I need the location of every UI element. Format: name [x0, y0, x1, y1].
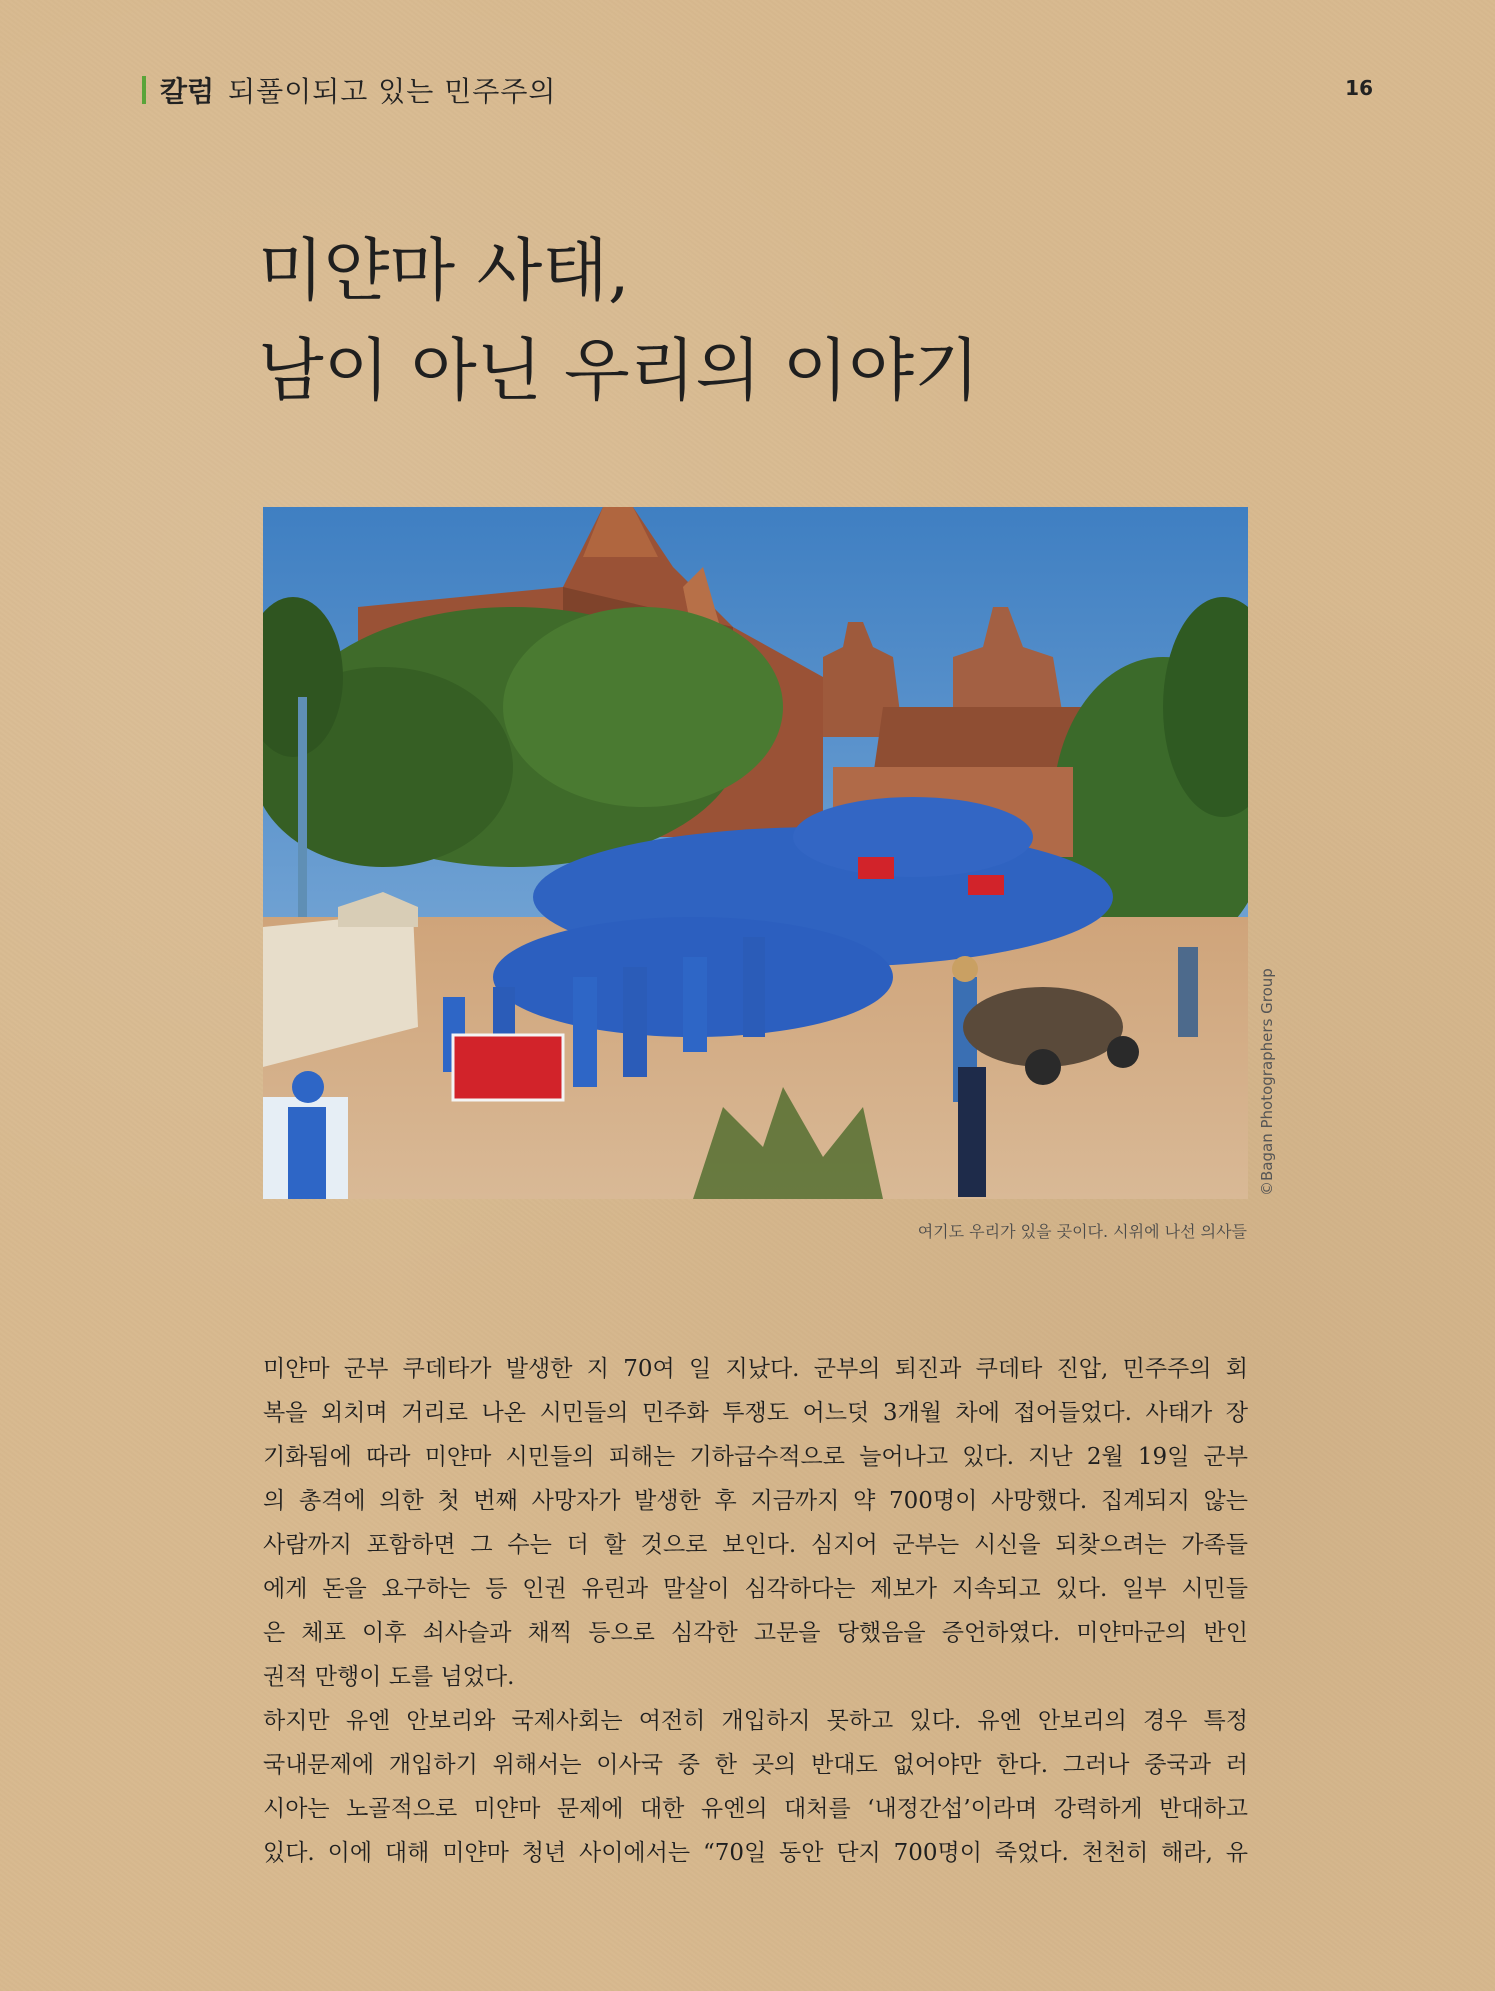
body-line: 기화됨에 따라 미얀마 시민들의 피해는 기하급수적으로 늘어나고 있다. 지난 2월 19일 군부 — [263, 1444, 1248, 1470]
body-line: 복을 외치며 거리로 나온 시민들의 민주화 투쟁도 어느덧 3개월 차에 접어들었다. 사태가 장 — [263, 1400, 1248, 1426]
body-line: 미얀마 군부 쿠데타가 발생한 지 70여 일 지났다. 군부의 퇴진과 쿠데타 진압, 민주주의 회 — [263, 1356, 1248, 1382]
header-accent-bar — [142, 76, 146, 104]
photo-caption: 여기도 우리가 있을 곳이다. 시위에 나선 의사들 — [917, 1222, 1247, 1241]
body-paragraph-2 — [263, 1699, 1248, 1875]
body-line: 있다. 이에 대해 미얀마 청년 사이에서는 “70일 동안 단지 700명이 죽었다. 천천히 해라, 유 — [263, 1840, 1248, 1866]
body-line: 하지만 유엔 안보리와 국제사회는 여전히 개입하지 못하고 있다. 유엔 안보리의 경우 특정 — [263, 1708, 1248, 1734]
body-line: 국내문제에 개입하기 위해서는 이사국 중 한 곳의 반대도 없어야만 한다. 그러나 중국과 러 — [263, 1752, 1248, 1778]
body-line: 시아는 노골적으로 미얀마 문제에 대한 유엔의 대처를 ‘내정간섭’이라며 강력하게 반대하고 — [263, 1796, 1248, 1822]
body-paragraph-1 — [263, 1347, 1248, 1699]
body-line: 에게 돈을 요구하는 등 인권 유린과 말살이 심각하다는 제보가 지속되고 있다. 일부 시민들 — [263, 1576, 1248, 1602]
article-body — [263, 1347, 1248, 1875]
body-line: 은 체포 이후 쇠사슬과 채찍 등으로 심각한 고문을 당했음을 증언하였다. 미얀마군의 반인 — [263, 1620, 1248, 1646]
body-line: 권적 만행이 도를 넘었다. — [263, 1664, 515, 1690]
title-line-1: 미얀마 사태, — [258, 232, 630, 311]
protest-photo-illustration — [263, 507, 1248, 1199]
title-line-2: 남이 아닌 우리의 이야기 — [258, 332, 980, 411]
protest-photo — [263, 507, 1248, 1199]
header-category: 칼럼 — [160, 75, 215, 108]
photo-credit: ©Bagan Photographers Group — [1258, 968, 1276, 1196]
body-line: 사람까지 포함하면 그 수는 더 할 것으로 보인다. 심지어 군부는 시신을 되찾으려는 가족들 — [263, 1532, 1248, 1558]
article-title — [258, 222, 980, 422]
protest-sign — [453, 1035, 563, 1100]
header-subtitle: 되풀이되고 있는 민주주의 — [228, 75, 557, 108]
running-header — [142, 72, 556, 108]
body-line: 의 총격에 의한 첫 번째 사망자가 발생한 후 지금까지 약 700명이 사망했다. 집계되지 않는 — [263, 1488, 1248, 1514]
page-number: 16 — [1345, 76, 1373, 100]
